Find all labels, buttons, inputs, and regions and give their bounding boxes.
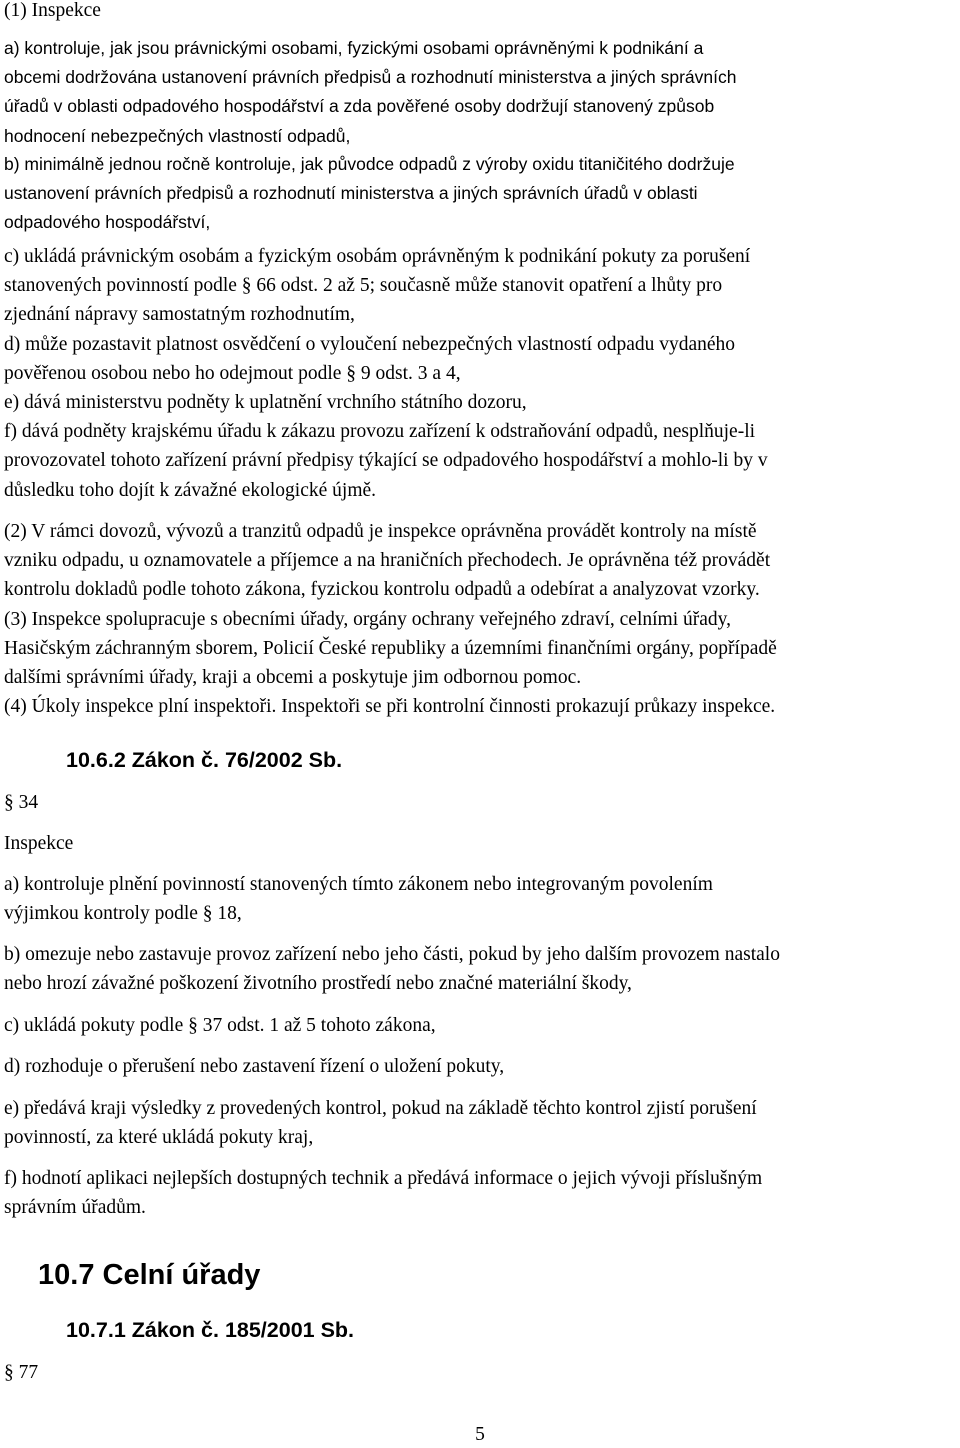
text-line: Hasičským záchranným sborem, Policií České republiky a územními finančními orgány, popřípadě	[4, 637, 777, 659]
law-76-title: Inspekce	[4, 833, 74, 854]
text-line: odpadového hospodářství,	[4, 212, 211, 233]
page-number: 5	[475, 1424, 485, 1445]
text-line: kontrolu dokladů podle tohoto zákona, fyzickou kontrolu odpadů a odebírat a analyzovat vzorky.	[4, 579, 760, 601]
law-76-item-e	[4, 1094, 757, 1152]
text-line: zjednání nápravy samostatným rozhodnutím,	[4, 304, 355, 326]
chapter-10-7-heading: 10.7 Celní úřady	[38, 1259, 261, 1291]
law-76-paragraph-mark: § 34	[4, 792, 39, 813]
text-line: hodnocení nebezpečných vlastností odpadů,	[4, 125, 351, 146]
text-line: a) kontroluje plnění povinností stanovených tímto zákonem nebo integrovaným povolením	[4, 874, 713, 895]
text-line: provozovatel tohoto zařízení právní předpisy týkající se odpadového hospodářství a mohlo-li by v	[4, 450, 768, 472]
text-line: důsledku toho dojít k závažné ekologické újmě.	[4, 479, 377, 501]
section-1-items-c-f	[4, 242, 768, 505]
law-76-item-b	[4, 940, 780, 998]
section-1-item-a	[4, 34, 737, 151]
sections-2-4	[4, 517, 777, 721]
text-line: f) hodnotí aplikaci nejlepších dostupných technik a předává informace o jejich vývoji příslušným	[4, 1168, 763, 1189]
law-76-item-d: d) rozhoduje o přerušení nebo zastavení řízení o uložení pokuty,	[4, 1056, 505, 1077]
text-line: dalšími správními úřady, kraji a obcemi a poskytuje jim odbornou pomoc.	[4, 667, 582, 689]
text-line: a) kontroluje, jak jsou právnickými osobami, fyzickými osobami oprávněnými k podnikání a	[4, 38, 704, 58]
text-line: úřadů v oblasti odpadového hospodářství a zda pověřené osoby dodržují stanovený způsob	[4, 96, 715, 117]
text-line: pověřenou osobou nebo ho odejmout podle § 9 odst. 3 a 4,	[4, 362, 461, 384]
text-line: (4) Úkoly inspekce plní inspektoři. Inspektoři se při kontrolní činnosti prokazují průkazy inspekce.	[4, 696, 776, 718]
text-line: stanovených povinností podle § 66 odst. 2 až 5; současně může stanovit opatření a lhůty pro	[4, 275, 723, 297]
section-1-item-b	[4, 150, 735, 238]
text-line: nebo hrozí závažné poškození životního prostředí nebo značné materiální škody,	[4, 973, 632, 995]
text-line: e) dává ministerstvu podněty k uplatnění vrchního státního dozoru,	[4, 392, 527, 414]
text-line: c) ukládá právnickým osobám a fyzickým osobám oprávněným k podnikání pokuty za porušení	[4, 246, 751, 267]
text-line: e) předává kraji výsledky z provedených kontrol, pokud na základě těchto kontrol zjistí porušení	[4, 1098, 757, 1119]
text-line: povinností, za které ukládá pokuty kraj,	[4, 1127, 314, 1149]
law-76-item-c: c) ukládá pokuty podle § 37 odst. 1 až 5 tohoto zákona,	[4, 1015, 436, 1036]
text-line: (2) V rámci dovozů, vývozů a tranzitů odpadů je inspekce oprávněna provádět kontroly na místě	[4, 521, 757, 542]
law-76-item-f	[4, 1164, 762, 1222]
section-1-heading: (1) Inspekce	[4, 0, 101, 21]
text-line: f) dává podněty krajskému úřadu k zákazu provozu zařízení k odstraňování odpadů, nesplňuje-li	[4, 421, 756, 443]
text-line: b) minimálně jednou ročně kontroluje, jak původce odpadů z výroby oxidu titaničitého dodržuje	[4, 154, 735, 174]
text-line: d) může pozastavit platnost osvědčení o vyloučení nebezpečných vlastností odpadu vydaného	[4, 333, 736, 355]
law-76-item-a	[4, 870, 713, 928]
law-76-heading: 10.6.2 Zákon č. 76/2002 Sb.	[66, 748, 343, 772]
text-line: ustanovení právních předpisů a rozhodnutí ministerstva a jiných správních úřadů v oblasti	[4, 183, 698, 204]
text-line: správním úřadům.	[4, 1197, 146, 1219]
text-line: b) omezuje nebo zastavuje provoz zařízení nebo jeho části, pokud by jeho dalším provozem nastalo	[4, 944, 780, 965]
text-line: vzniku odpadu, u oznamovatele a příjemce a na hraničních přechodech. Je oprávněna též provádět	[4, 550, 771, 572]
text-line: výjimkou kontroly podle § 18,	[4, 903, 242, 925]
text-line: (3) Inspekce spolupracuje s obecními úřady, orgány ochrany veřejného zdraví, celními úřady,	[4, 608, 732, 630]
law-185-paragraph-mark: § 77	[4, 1362, 39, 1383]
law-185-heading: 10.7.1 Zákon č. 185/2001 Sb.	[66, 1318, 355, 1342]
text-line: obcemi dodržována ustanovení právních předpisů a rozhodnutí ministerstva a jiných správních	[4, 67, 737, 88]
